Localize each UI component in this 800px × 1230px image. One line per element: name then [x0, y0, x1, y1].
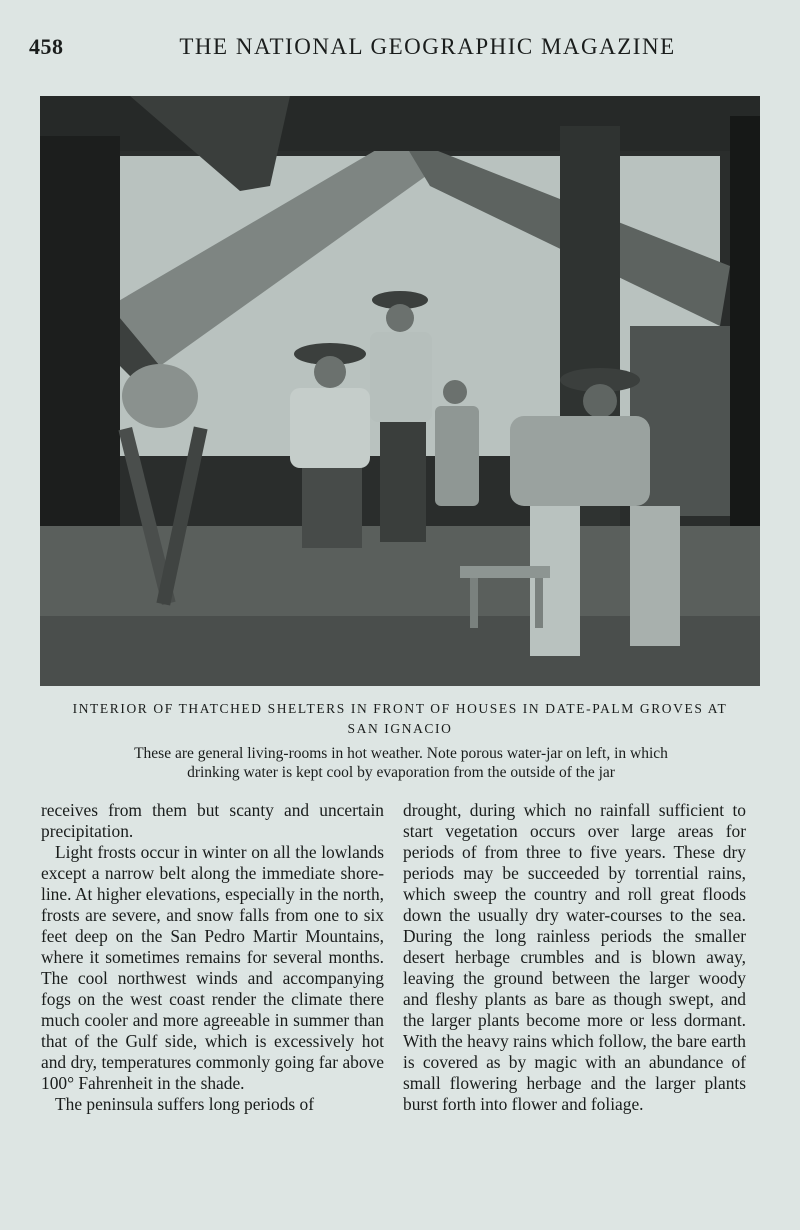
paragraph: The peninsula suffers long periods of	[55, 1094, 315, 1114]
text-column-left	[41, 800, 384, 1115]
photo-caption-title: INTERIOR OF THATCHED SHELTERS IN FRONT OF HOUSES IN DATE-PALM GROVES AT SAN IGNACIO	[72, 701, 728, 736]
photo-illustration	[40, 96, 760, 686]
photograph	[40, 96, 760, 686]
photo-caption-note: These are general living-rooms in hot weather. Note porous water-jar on left, in which drinking water is kept cool by evaporation from the outside of the jar	[134, 745, 668, 781]
running-title: THE NATIONAL GEOGRAPHIC MAGAZINE	[179, 34, 676, 59]
page-number: 458	[29, 34, 64, 59]
paragraph: drought, during which no rainfall sufficient to start vegetation occurs over large areas for periods of from three to five years. These dry periods may be succeeded by torrential rains, which sweep the country and roll great floods down the usually dry water-courses to the sea. During the long rainless periods the smaller desert herbage crumbles and is blown away, leaving the ground between the larger woody and fleshy plants as bare as though swept, and the larger plants become more or less dormant. With the heavy rains which follow, the bare earth is covered as by magic with an abundance of small flowering herbage and the larger plants burst forth into flower and foliage.	[403, 800, 746, 1114]
paragraph: receives from them but scanty and uncertain precipitation.	[41, 800, 384, 841]
paragraph: Light frosts occur in winter on all the lowlands except a narrow belt along the immediate shore-line. At higher elevations, especially in the north, frosts are severe, and snow falls from one to six feet deep on the San Pedro Martir Mountains, where it sometimes remains for several months. The cool northwest winds and accompanying fogs on the west coast render the climate there much cooler and more agreeable in summer than that of the Gulf side, which is excessively hot and dry, temperatures commonly going far above 100° Fahrenheit in the shade.	[41, 842, 384, 1093]
text-column-right	[403, 800, 746, 1115]
page-header	[0, 34, 800, 66]
